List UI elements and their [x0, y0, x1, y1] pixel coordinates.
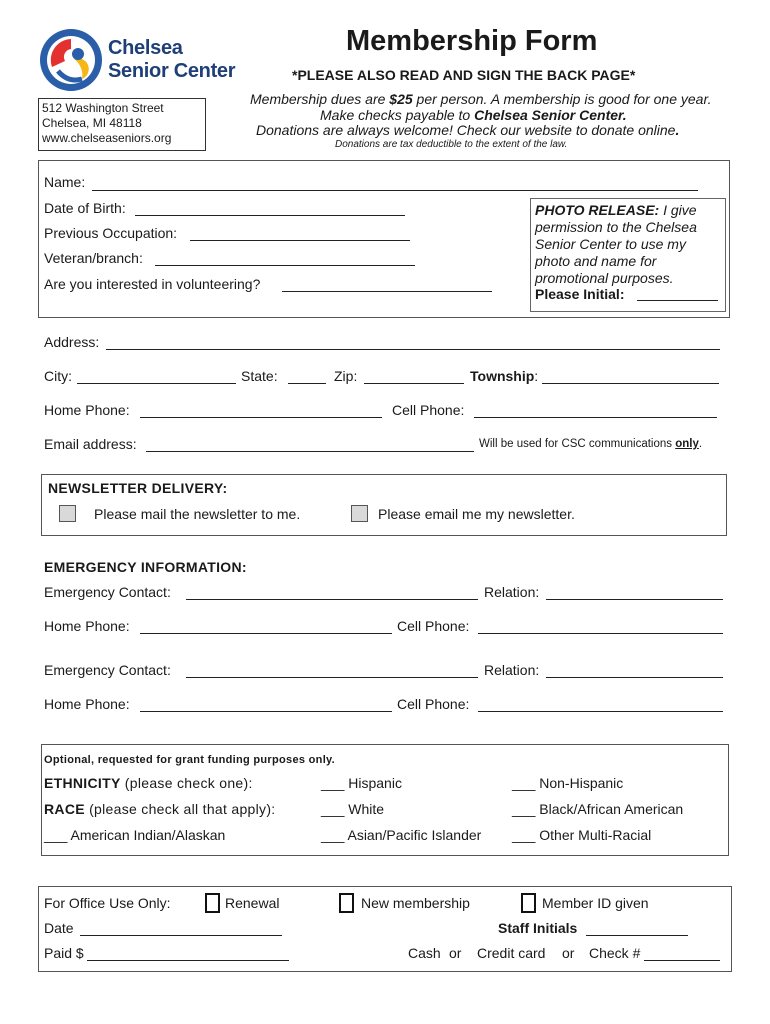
photo-release-text4: photo and name for	[535, 253, 657, 269]
township-field[interactable]	[542, 383, 719, 384]
non-hispanic-label: Non-Hispanic	[539, 775, 624, 791]
emergency-cell-phone2-field[interactable]	[478, 711, 723, 712]
photo-release-text3: Senior Center to use my	[535, 236, 686, 252]
volunteer-field[interactable]	[282, 291, 492, 292]
office-use-label: For Office Use Only:	[44, 895, 171, 911]
cell-phone-label: Cell Phone:	[392, 402, 465, 418]
address-city: Chelsea, MI 48118	[42, 116, 142, 130]
hispanic-option[interactable]	[321, 775, 402, 791]
dues-suffix: per person. A membership is good for one year.	[412, 91, 712, 107]
address-street: 512 Washington Street	[42, 101, 164, 115]
paid-label: Paid $	[44, 945, 84, 961]
dob-field[interactable]	[135, 215, 405, 216]
home-phone-field[interactable]	[140, 417, 382, 418]
name-label: Name:	[44, 174, 86, 190]
emergency-contact2-label: Emergency Contact:	[44, 662, 171, 678]
multi-racial-label: Other Multi-Racial	[539, 827, 652, 843]
check-number-field[interactable]	[644, 960, 720, 961]
check-number-label: Check #	[589, 945, 641, 961]
or-label-2: or	[562, 945, 575, 961]
home-phone-label: Home Phone:	[44, 402, 130, 418]
logo-name-line1: Chelsea	[108, 37, 183, 59]
demographics-note: Optional, requested for grant funding purposes only.	[44, 754, 336, 766]
credit-card-label: Credit card	[477, 945, 546, 961]
checks-prefix: Make checks payable to	[320, 107, 475, 123]
email-note-prefix: Will be used for CSC communications	[479, 438, 676, 450]
logo	[38, 27, 238, 97]
checks-payee: Chelsea Senior Center.	[474, 107, 627, 123]
paid-field[interactable]	[87, 960, 289, 961]
emergency-home-phone1-label: Home Phone:	[44, 618, 130, 634]
ethnicity-hint: (please check one):	[120, 775, 253, 791]
subtitle: *PLEASE ALSO READ AND SIGN THE BACK PAGE*	[292, 67, 636, 83]
multi-racial-blank: ___	[512, 827, 540, 843]
relation2-field[interactable]	[546, 677, 723, 678]
race-label	[44, 801, 276, 817]
relation2-label: Relation:	[484, 662, 540, 678]
photo-release-line1	[535, 202, 697, 218]
member-id-label: Member ID given	[542, 895, 649, 911]
emergency-heading: EMERGENCY INFORMATION:	[44, 559, 247, 575]
asian-label: Asian/Pacific Islander	[347, 827, 482, 843]
dob-label: Date of Birth:	[44, 200, 126, 216]
emergency-cell-phone2-label: Cell Phone:	[397, 696, 470, 712]
email-note	[479, 438, 702, 450]
white-option[interactable]	[321, 801, 384, 817]
logo-emblem-icon	[38, 27, 104, 93]
race-hint: (please check all that apply):	[84, 801, 276, 817]
email-field[interactable]	[146, 451, 474, 452]
relation1-label: Relation:	[484, 584, 540, 600]
new-membership-checkbox[interactable]	[339, 893, 354, 913]
multi-racial-option[interactable]	[512, 827, 651, 843]
email-note-only: only	[675, 438, 699, 450]
checks-line	[320, 107, 627, 123]
township-label	[470, 368, 538, 384]
photo-release-heading: PHOTO RELEASE:	[535, 202, 660, 218]
american-indian-blank: ___	[44, 827, 71, 843]
or-label-1: or	[449, 945, 462, 961]
address-field[interactable]	[106, 349, 720, 350]
renewal-checkbox[interactable]	[205, 893, 220, 913]
newsletter-mail-label: Please mail the newsletter to me.	[94, 506, 301, 522]
asian-option[interactable]	[321, 827, 481, 843]
photo-release-initial-field[interactable]	[637, 300, 718, 301]
address-box	[38, 98, 206, 151]
emergency-cell-phone1-label: Cell Phone:	[397, 618, 470, 634]
dues-amount: $25	[389, 91, 413, 107]
donations-period: .	[675, 122, 680, 138]
emergency-contact1-label: Emergency Contact:	[44, 584, 171, 600]
dues-prefix: Membership dues are	[250, 91, 390, 107]
american-indian-label: American Indian/Alaskan	[70, 827, 226, 843]
emergency-home-phone1-field[interactable]	[140, 633, 392, 634]
state-field[interactable]	[288, 383, 326, 384]
cell-phone-field[interactable]	[474, 417, 717, 418]
veteran-label: Veteran/branch:	[44, 250, 143, 266]
page-title: Membership Form	[346, 25, 598, 57]
member-id-checkbox[interactable]	[521, 893, 536, 913]
donations-line	[256, 122, 679, 138]
black-blank: ___	[512, 801, 540, 817]
new-membership-label: New membership	[361, 895, 470, 911]
emergency-home-phone2-field[interactable]	[140, 711, 392, 712]
white-blank: ___	[321, 801, 349, 817]
newsletter-email-checkbox[interactable]	[351, 505, 368, 522]
occupation-label: Previous Occupation:	[44, 225, 178, 241]
email-note-suffix: .	[698, 438, 703, 450]
emergency-contact1-field[interactable]	[186, 599, 478, 600]
emergency-cell-phone1-field[interactable]	[478, 633, 723, 634]
emergency-contact2-field[interactable]	[186, 677, 478, 678]
office-date-field[interactable]	[80, 935, 282, 936]
black-label: Black/African American	[539, 801, 684, 817]
staff-initials-field[interactable]	[586, 935, 688, 936]
logo-name-line2: Senior Center	[108, 60, 236, 82]
race-label-text: RACE	[44, 801, 85, 817]
occupation-field[interactable]	[190, 240, 410, 241]
volunteer-label: Are you interested in volunteering?	[44, 276, 261, 292]
black-option[interactable]	[512, 801, 683, 817]
city-field[interactable]	[77, 383, 236, 384]
tax-note: Donations are tax deductible to the extent of the law.	[335, 139, 568, 150]
asian-blank: ___	[321, 827, 348, 843]
newsletter-email-label: Please email me my newsletter.	[378, 506, 575, 522]
photo-release-initial-label: Please Initial:	[535, 286, 625, 302]
township-text: Township	[470, 368, 535, 384]
township-colon: :	[534, 368, 539, 384]
city-label: City:	[44, 368, 72, 384]
donations-text: Donations are always welcome! Check our website to donate online	[256, 122, 676, 138]
hispanic-label: Hispanic	[348, 775, 402, 791]
office-date-label: Date	[44, 920, 74, 936]
renewal-label: Renewal	[225, 895, 280, 911]
ethnicity-label-text: ETHNICITY	[44, 775, 121, 791]
photo-release-text2: permission to the Chelsea	[535, 219, 697, 235]
photo-release-text1: I give	[659, 202, 697, 218]
cash-label: Cash	[408, 945, 441, 961]
non-hispanic-blank: ___	[512, 775, 540, 791]
address-website: www.chelseaseniors.org	[42, 131, 172, 145]
relation1-field[interactable]	[546, 599, 723, 600]
white-label: White	[348, 801, 385, 817]
staff-initials-label: Staff Initials	[498, 920, 578, 936]
zip-field[interactable]	[364, 383, 464, 384]
newsletter-mail-checkbox[interactable]	[59, 505, 76, 522]
dues-line	[250, 91, 711, 107]
emergency-home-phone2-label: Home Phone:	[44, 696, 130, 712]
name-field[interactable]	[92, 190, 698, 191]
non-hispanic-option[interactable]	[512, 775, 623, 791]
address-label: Address:	[44, 334, 100, 350]
ethnicity-label	[44, 775, 253, 791]
photo-release-text5: promotional purposes.	[535, 270, 674, 286]
hispanic-blank: ___	[321, 775, 349, 791]
state-label: State:	[241, 368, 278, 384]
veteran-field[interactable]	[155, 265, 415, 266]
email-label: Email address:	[44, 436, 137, 452]
american-indian-option[interactable]	[44, 827, 225, 843]
newsletter-heading: NEWSLETTER DELIVERY:	[48, 480, 228, 496]
zip-label: Zip:	[334, 368, 358, 384]
